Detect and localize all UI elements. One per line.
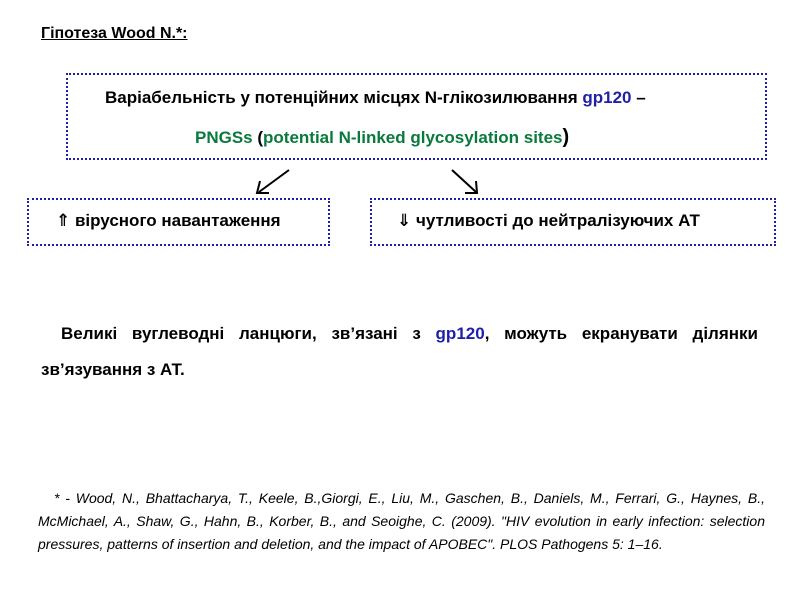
- close-paren: ): [562, 126, 570, 148]
- pngss-full-term: potential N-linked glycosylation sites: [263, 128, 563, 147]
- open-paren: (: [252, 128, 264, 147]
- neutralization-box: [370, 198, 776, 246]
- arrow-down-right-icon: [452, 170, 477, 193]
- double-down-arrow-icon: ⇓: [397, 211, 412, 230]
- reference-footnote: * - Wood, N., Bhattacharya, T., Keele, B.,Giorgi, E., Liu, M., Gaschen, B., Daniels, M., Ferrari, G., Haynes, B., McMichael, A., Shaw, G., Hahn, B., Korber, B., and Seoighe, C. (2009). "HIV evolution in early infection: selection pressures, patterns of insertion and deletion, and the impact of APOBEC". PLOS Pathogens 5: 1–16.: [38, 490, 765, 552]
- paragraph-suffix: , можуть екранувати ділянки зв’язування з АТ.: [41, 324, 759, 379]
- slide-title: Гіпотеза Wood N.*:: [41, 25, 188, 42]
- hypothesis-text-prefix: Варіабельність у потенційних місцях N-глікозилювання: [105, 88, 583, 107]
- pngss-term: PNGSs: [195, 128, 253, 147]
- paragraph-gp120-term: gp120: [435, 324, 485, 343]
- hypothesis-dash: –: [631, 88, 646, 107]
- hypothesis-line-1: [105, 88, 646, 108]
- neutralization-label: чутливості до нейтралізуючих АТ: [411, 211, 700, 230]
- carbohydrate-paragraph: [41, 316, 758, 388]
- hypothesis-line-2: [195, 126, 569, 149]
- arrow-down-left-icon: [257, 170, 289, 193]
- gp120-term: gp120: [582, 88, 632, 107]
- paragraph-prefix: Великі вуглеводні ланцюги, зв’язані з: [61, 324, 436, 343]
- viral-load-text: [56, 211, 281, 231]
- viral-load-box: [27, 198, 330, 246]
- neutralization-text: [397, 211, 700, 231]
- viral-load-label: вірусного навантаження: [70, 211, 281, 230]
- double-up-arrow-icon: ⇑: [56, 211, 71, 230]
